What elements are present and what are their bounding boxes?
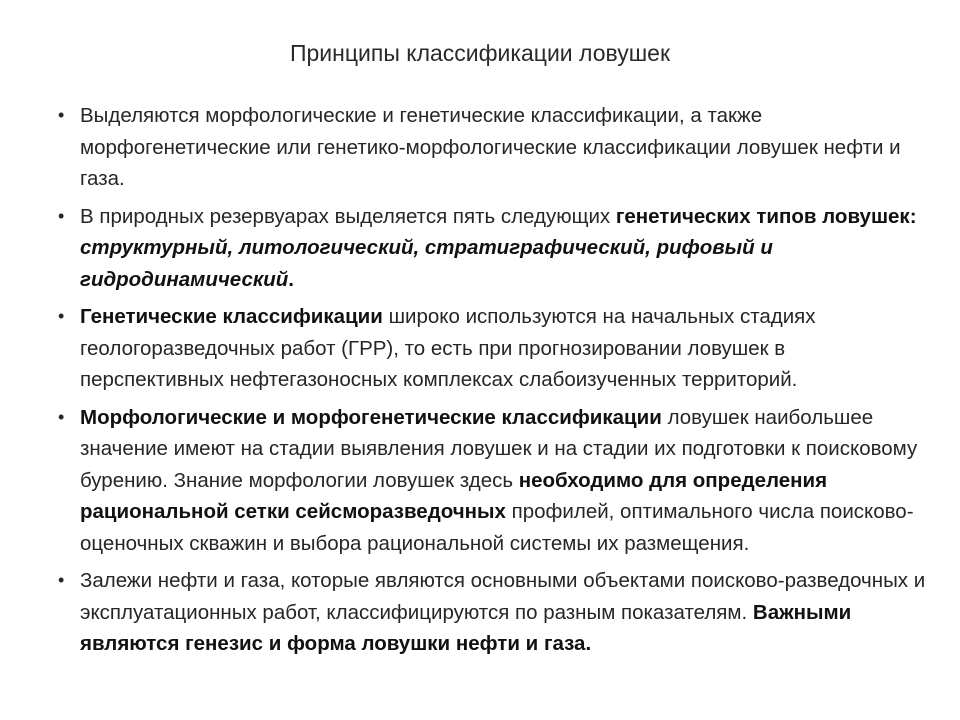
bullet-dot-icon: • bbox=[58, 205, 65, 226]
bullet-item bbox=[56, 201, 926, 296]
bullet-item bbox=[56, 402, 926, 560]
bullet-text-segment: . bbox=[288, 267, 294, 291]
bullet-text-segment: структурный, литологический, стратиграфический, рифовый и гидродинамический bbox=[80, 236, 773, 291]
bullet-text-segment: Выделяются морфологические и генетические классификации, а также морфогенетические или генетико-морфологические классификации ловушек нефти и газа. bbox=[80, 104, 901, 190]
bullet-text-segment: ловушек наибольшее значение имеют на стадии выявления ловушек и на стадии их подготовки к поисковому бурению. Знание морфологии ловушек здесь bbox=[80, 405, 918, 492]
bullet-text-segment: необходимо для определения рациональной сетки сейсморазведочных bbox=[80, 468, 828, 523]
bullet-dot-icon: • bbox=[58, 306, 65, 326]
bullet-dot-icon: • bbox=[58, 105, 65, 125]
bullet-text-segment: широко используются на начальных стадиях геологоразведочных работ (ГРР), то есть при прогнозировании ловушек в перспективных нефтегазоносных комплексах слабоизученных территорий. bbox=[80, 305, 816, 391]
bullet-text-segment: генетических типов ловушек: bbox=[615, 204, 917, 228]
bullet-dot-icon: • bbox=[58, 406, 65, 427]
bullet-text-segment: Важными являются генезис и форма ловушки нефти и газа. bbox=[80, 600, 852, 655]
bullet-text-segment: Генетические классификации bbox=[80, 305, 383, 328]
bullet-text-segment: В природных резервуарах выделяется пять следующих bbox=[80, 204, 616, 228]
bullet-text-segment: профилей, оптимального числа поисково-оценочных скважин и выбора рациональной системы их размещения. bbox=[80, 500, 914, 555]
bullet-list bbox=[56, 100, 926, 666]
bullet-item bbox=[56, 301, 926, 396]
bullet-dot-icon: • bbox=[58, 570, 65, 590]
bullet-text-segment: Морфологические и морфогенетические классификации bbox=[80, 405, 662, 429]
slide-title: Принципы классификации ловушек bbox=[289, 40, 671, 66]
bullet-text-segment: Залежи нефти и газа, которые являются основными объектами поисково-разведочных и эксплуатационных работ, классифицируются по разным показателям. bbox=[80, 569, 926, 624]
bullet-item bbox=[56, 565, 926, 660]
bullet-item bbox=[56, 100, 926, 195]
